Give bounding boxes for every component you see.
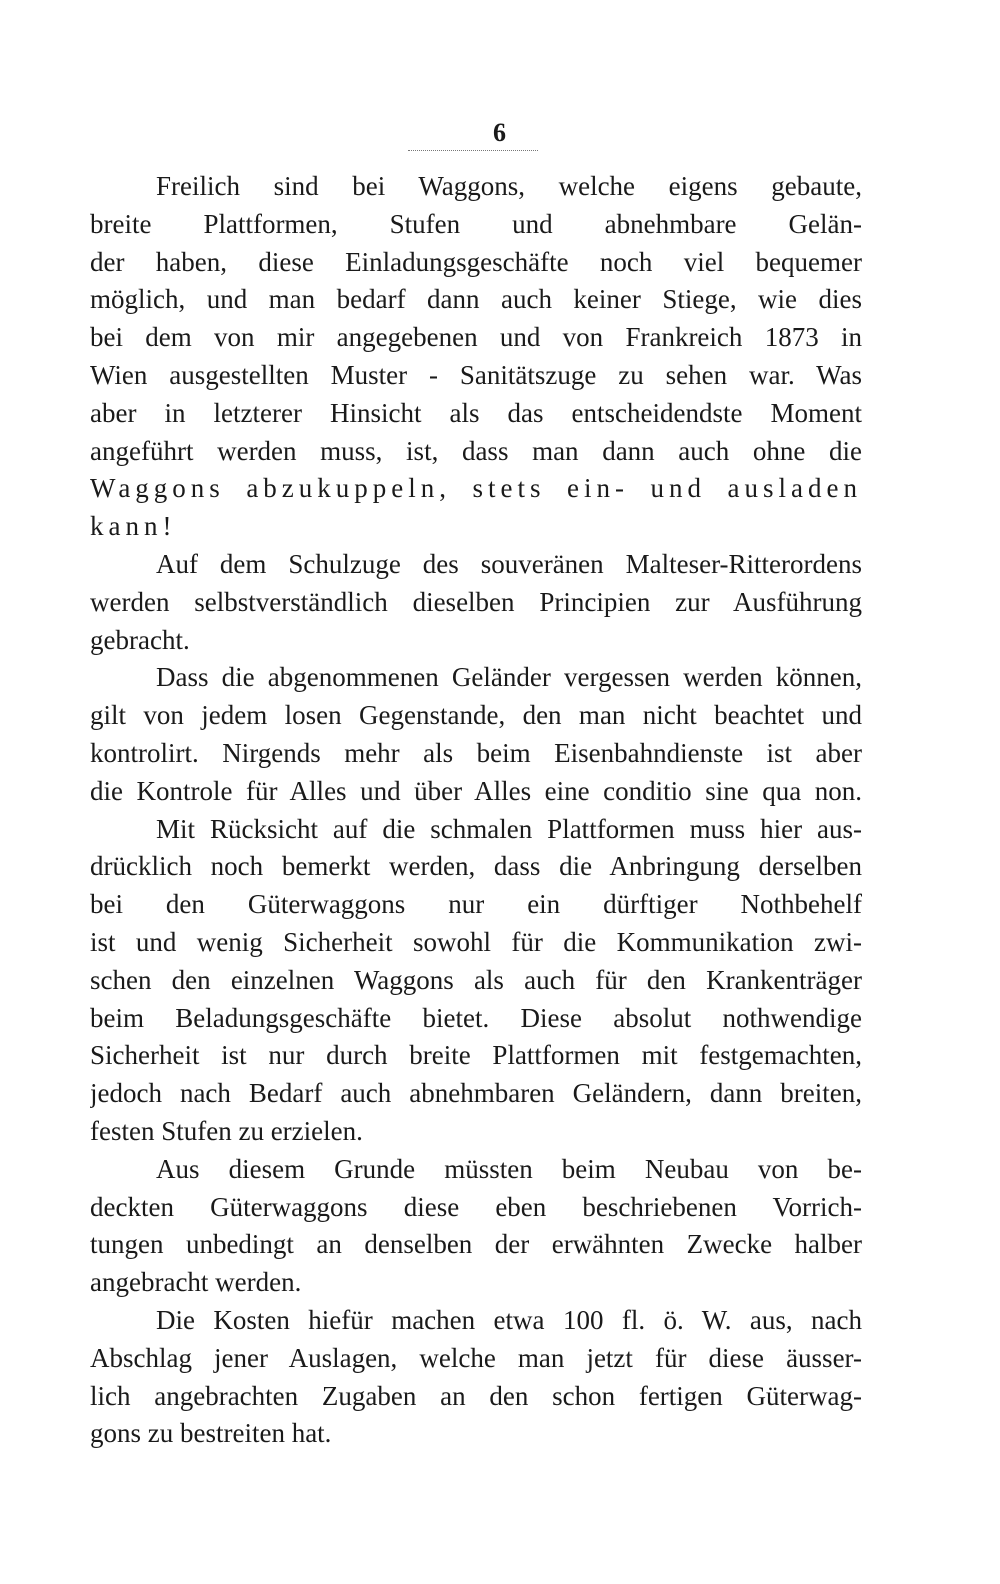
text-line: Freilich sind bei Waggons, welche eigens gebaute, [156, 171, 862, 201]
text-line: bei dem von mir angegebenen und von Frankreich 1873 in [90, 322, 862, 353]
body-text [90, 168, 862, 1453]
header-rule [408, 150, 538, 151]
text-line: Dass die abgenommenen Geländer vergessen werden können, [156, 662, 862, 693]
text-line: angebracht werden. [90, 1267, 302, 1298]
text-line: die Kontrole für Alles und über Alles eine conditio sine qua non. [90, 775, 862, 806]
text-line: Aus diesem Grunde müssten beim Neubau von be- [156, 1153, 862, 1184]
text-line: gilt von jedem losen Gegenstande, den man nicht beachtet und [90, 700, 862, 731]
text-line: deckten Güterwaggons diese eben beschriebenen Vorrich- [90, 1191, 862, 1222]
text-line: beim Beladungsgeschäfte bietet. Diese absolut nothwendige [90, 1002, 862, 1033]
text-line: der haben, diese Einladungsgeschäfte noch viel bequemer [90, 246, 862, 277]
text-line: breite Plattformen, Stufen und abnehmbare Gelän- [90, 208, 862, 239]
text-line: jedoch nach Bedarf auch abnehmbaren Geländern, dann breiten, [90, 1078, 862, 1109]
text-line: möglich, und man bedarf dann auch keiner Stiege, wie dies [90, 284, 862, 315]
text-line: werden selbstverständlich dieselben Principien zur Ausführung [90, 586, 862, 617]
text-line: gons zu bestreiten hat. [90, 1418, 332, 1449]
text-line: gebracht. [90, 624, 190, 655]
text-line: Auf dem Schulzuge des souveränen Malteser-Ritterordens [156, 548, 862, 579]
text-line: Abschlag jener Auslagen, welche man jetzt für diese äusser- [90, 1342, 862, 1373]
text-line: lich angebrachten Zugaben an den schon fertigen Güterwag- [90, 1380, 862, 1411]
text-line: kontrolirt. Nirgends mehr als beim Eisenbahndienste ist aber [90, 737, 862, 768]
text-line: Mit Rücksicht auf die schmalen Plattformen muss hier aus- [156, 813, 862, 844]
text-line: kann! [90, 511, 177, 542]
text-line: tungen unbedingt an denselben der erwähnten Zwecke halber [90, 1229, 862, 1260]
text-line: Sicherheit ist nur durch breite Plattformen mit festgemachten, [90, 1040, 862, 1071]
text-line: bei den Güterwaggons nur ein dürftiger Nothbehelf [90, 889, 862, 920]
text-line: Wien ausgestellten Muster - Sanitätszuge zu sehen war. Was [90, 359, 862, 390]
text-line: Waggons abzukuppeln, stets ein- und ausladen [90, 473, 862, 504]
text-line: Die Kosten hiefür machen etwa 100 fl. ö. W. aus, nach [156, 1304, 862, 1335]
text-line: ist und wenig Sicherheit sowohl für die Kommunikation zwi- [90, 926, 862, 957]
text-line: angeführt werden muss, ist, dass man dann auch ohne die [90, 435, 862, 466]
text-line: schen den einzelnen Waggons als auch für den Krankenträger [90, 964, 862, 995]
text-line: aber in letzterer Hinsicht als das entscheidendste Moment [90, 397, 862, 428]
text-line: drücklich noch bemerkt werden, dass die Anbringung derselben [90, 851, 862, 882]
page-number: 6 [493, 118, 507, 147]
text-line: festen Stufen zu erzielen. [90, 1115, 363, 1146]
